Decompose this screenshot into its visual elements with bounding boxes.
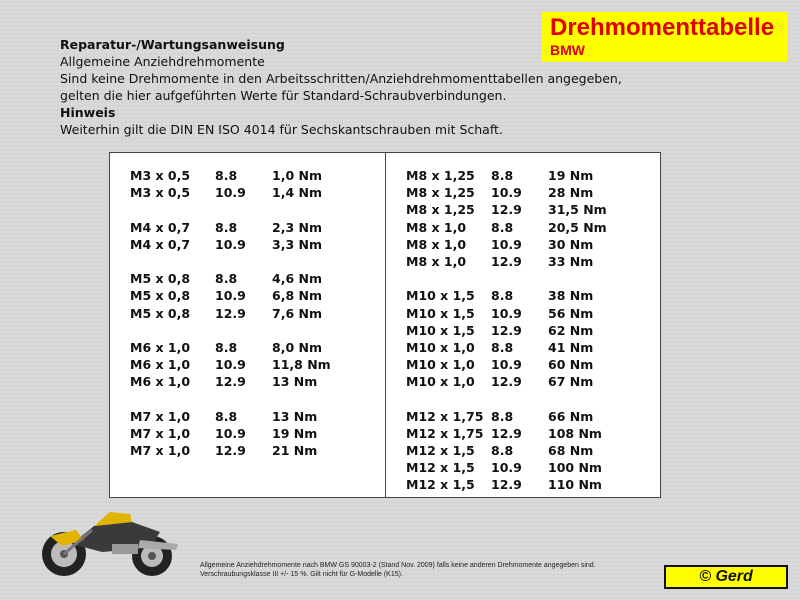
thread-size-cell: M3 x 0,5 (130, 185, 191, 201)
table-row (406, 253, 628, 270)
thread-size-cell: M5 x 0,8 (130, 271, 191, 287)
table-row (406, 201, 628, 218)
torque-value-cell: 13 Nm (272, 374, 318, 390)
table-row (130, 408, 352, 425)
torque-column-right (406, 167, 628, 494)
table-spacer (130, 322, 352, 339)
torque-value-cell: 56 Nm (548, 305, 594, 321)
thread-size-cell: M8 x 1,0 (406, 253, 467, 269)
strength-class-cell: 8.8 (491, 168, 514, 183)
strength-class-cell: 10.9 (215, 236, 246, 252)
strength-class-cell: 12.9 (215, 305, 246, 321)
table-spacer (406, 270, 628, 287)
thread-size-cell: M10 x 1,5 (406, 305, 475, 321)
table-row (130, 373, 352, 390)
thread-size-cell: M7 x 1,0 (130, 443, 191, 458)
strength-class-cell: 10.9 (215, 185, 246, 201)
table-row (130, 425, 352, 442)
thread-size-cell: M5 x 0,8 (130, 288, 191, 304)
torque-value-cell: 20,5 Nm (548, 219, 607, 235)
column-divider (385, 152, 386, 498)
intro-line: Allgemeine Anziehdrehmomente (60, 54, 265, 69)
torque-value-cell: 108 Nm (548, 425, 602, 441)
table-row (406, 167, 628, 184)
strength-class-cell: 10.9 (491, 236, 522, 252)
thread-size-cell: M8 x 1,25 (406, 185, 475, 201)
intro-line: gelten die hier aufgeführten Werte für Standard-Schraubverbindungen. (60, 88, 507, 103)
torque-value-cell: 68 Nm (548, 443, 594, 458)
strength-class-cell: 10.9 (491, 305, 522, 321)
table-row (130, 184, 352, 201)
copyright-logo: © Gerd (664, 565, 788, 589)
torque-value-cell: 21 Nm (272, 443, 318, 458)
table-row (406, 339, 628, 356)
strength-class-cell: 8.8 (215, 271, 238, 287)
thread-size-cell: M7 x 1,0 (130, 408, 191, 424)
torque-value-cell: 19 Nm (272, 425, 318, 441)
table-row (406, 287, 628, 304)
page-title: Drehmomenttabelle (550, 14, 775, 41)
table-row (406, 356, 628, 373)
torque-value-cell: 2,3 Nm (272, 219, 322, 235)
thread-size-cell: M10 x 1,5 (406, 322, 475, 338)
strength-class-cell: 10.9 (491, 460, 522, 476)
thread-size-cell: M8 x 1,25 (406, 168, 475, 183)
thread-size-cell: M5 x 0,8 (130, 305, 191, 321)
hint-line: Weiterhin gilt die DIN EN ISO 4014 für Sechskantschrauben mit Schaft. (60, 122, 503, 137)
table-spacer (130, 201, 352, 218)
strength-class-cell: 12.9 (491, 374, 522, 390)
thread-size-cell: M8 x 1,25 (406, 202, 475, 218)
strength-class-cell: 12.9 (491, 425, 522, 441)
thread-size-cell: M10 x 1,0 (406, 339, 475, 355)
footnote-line: Verschraubungsklasse III +/- 15 %. Gilt nicht für G-Modelle (K15). (200, 571, 403, 578)
thread-size-cell: M10 x 1,5 (406, 288, 475, 304)
table-row (130, 219, 352, 236)
strength-class-cell: 8.8 (215, 339, 238, 355)
thread-size-cell: M12 x 1,5 (406, 477, 475, 493)
torque-value-cell: 33 Nm (548, 253, 594, 269)
thread-size-cell: M6 x 1,0 (130, 357, 191, 373)
torque-value-cell: 38 Nm (548, 288, 594, 304)
strength-class-cell: 10.9 (215, 288, 246, 304)
strength-class-cell: 8.8 (215, 408, 238, 424)
torque-value-cell: 3,3 Nm (272, 236, 322, 252)
thread-size-cell: M12 x 1,5 (406, 443, 475, 458)
table-row (406, 442, 628, 459)
table-row (406, 425, 628, 442)
table-row (406, 459, 628, 476)
strength-class-cell: 8.8 (491, 219, 514, 235)
strength-class-cell: 12.9 (491, 253, 522, 269)
table-spacer (406, 390, 628, 407)
torque-value-cell: 62 Nm (548, 322, 594, 338)
thread-size-cell: M12 x 1,75 (406, 425, 484, 441)
table-row (406, 476, 628, 493)
table-row (130, 167, 352, 184)
torque-value-cell: 41 Nm (548, 339, 594, 355)
page-subtitle: BMW (550, 42, 585, 58)
thread-size-cell: M3 x 0,5 (130, 168, 191, 183)
strength-class-cell: 10.9 (215, 357, 246, 373)
footnote-line: Allgemeine Anziehdrehmomente nach BMW GS 90003-2 (Stand Nov. 2009) falls keine anderen Drehmomente angegeben sind. (200, 562, 596, 569)
table-spacer (130, 253, 352, 270)
table-row (130, 270, 352, 287)
motorcycle-icon (32, 500, 192, 582)
strength-class-cell: 8.8 (491, 408, 514, 424)
strength-class-cell: 8.8 (215, 219, 238, 235)
torque-value-cell: 6,8 Nm (272, 288, 322, 304)
table-row (130, 356, 352, 373)
torque-column-left (130, 167, 352, 459)
torque-value-cell: 8,0 Nm (272, 339, 322, 355)
torque-value-cell: 30 Nm (548, 236, 594, 252)
strength-class-cell: 10.9 (491, 185, 522, 201)
torque-value-cell: 31,5 Nm (548, 202, 607, 218)
strength-class-cell: 10.9 (491, 357, 522, 373)
strength-class-cell: 12.9 (491, 322, 522, 338)
torque-value-cell: 1,4 Nm (272, 185, 322, 201)
table-row (130, 305, 352, 322)
intro-line: Sind keine Drehmomente in den Arbeitsschritten/Anziehdrehmomenttabellen angegeben, (60, 71, 622, 86)
thread-size-cell: M7 x 1,0 (130, 425, 191, 441)
thread-size-cell: M4 x 0,7 (130, 236, 191, 252)
thread-size-cell: M8 x 1,0 (406, 219, 467, 235)
intro-text (60, 36, 620, 138)
torque-value-cell: 28 Nm (548, 185, 594, 201)
strength-class-cell: 8.8 (215, 168, 238, 183)
thread-size-cell: M4 x 0,7 (130, 219, 191, 235)
table-row (130, 339, 352, 356)
thread-size-cell: M6 x 1,0 (130, 339, 191, 355)
strength-class-cell: 12.9 (215, 443, 246, 458)
table-row (406, 408, 628, 425)
table-row (406, 236, 628, 253)
torque-value-cell: 67 Nm (548, 374, 594, 390)
torque-value-cell: 66 Nm (548, 408, 594, 424)
strength-class-cell: 8.8 (491, 288, 514, 304)
table-row (130, 442, 352, 459)
intro-heading: Reparatur-/Wartungsanweisung (60, 37, 285, 52)
thread-size-cell: M10 x 1,0 (406, 357, 475, 373)
torque-value-cell: 60 Nm (548, 357, 594, 373)
torque-value-cell: 7,6 Nm (272, 305, 322, 321)
torque-value-cell: 110 Nm (548, 477, 602, 493)
thread-size-cell: M12 x 1,75 (406, 408, 484, 424)
strength-class-cell: 8.8 (491, 339, 514, 355)
hint-heading: Hinweis (60, 105, 116, 120)
table-row (130, 287, 352, 304)
strength-class-cell: 12.9 (491, 477, 522, 493)
torque-value-cell: 4,6 Nm (272, 271, 322, 287)
torque-value-cell: 1,0 Nm (272, 168, 322, 183)
strength-class-cell: 8.8 (491, 443, 514, 458)
torque-value-cell: 13 Nm (272, 408, 318, 424)
torque-value-cell: 11,8 Nm (272, 357, 331, 373)
table-row (130, 236, 352, 253)
table-row (406, 184, 628, 201)
strength-class-cell: 12.9 (215, 374, 246, 390)
table-row (406, 322, 628, 339)
table-row (406, 373, 628, 390)
torque-value-cell: 100 Nm (548, 460, 602, 476)
strength-class-cell: 10.9 (215, 425, 246, 441)
thread-size-cell: M6 x 1,0 (130, 374, 191, 390)
torque-value-cell: 19 Nm (548, 168, 594, 183)
footnote (200, 561, 660, 579)
strength-class-cell: 12.9 (491, 202, 522, 218)
table-spacer (130, 390, 352, 407)
thread-size-cell: M10 x 1,0 (406, 374, 475, 390)
table-row (406, 219, 628, 236)
thread-size-cell: M12 x 1,5 (406, 460, 475, 476)
thread-size-cell: M8 x 1,0 (406, 236, 467, 252)
table-row (406, 305, 628, 322)
